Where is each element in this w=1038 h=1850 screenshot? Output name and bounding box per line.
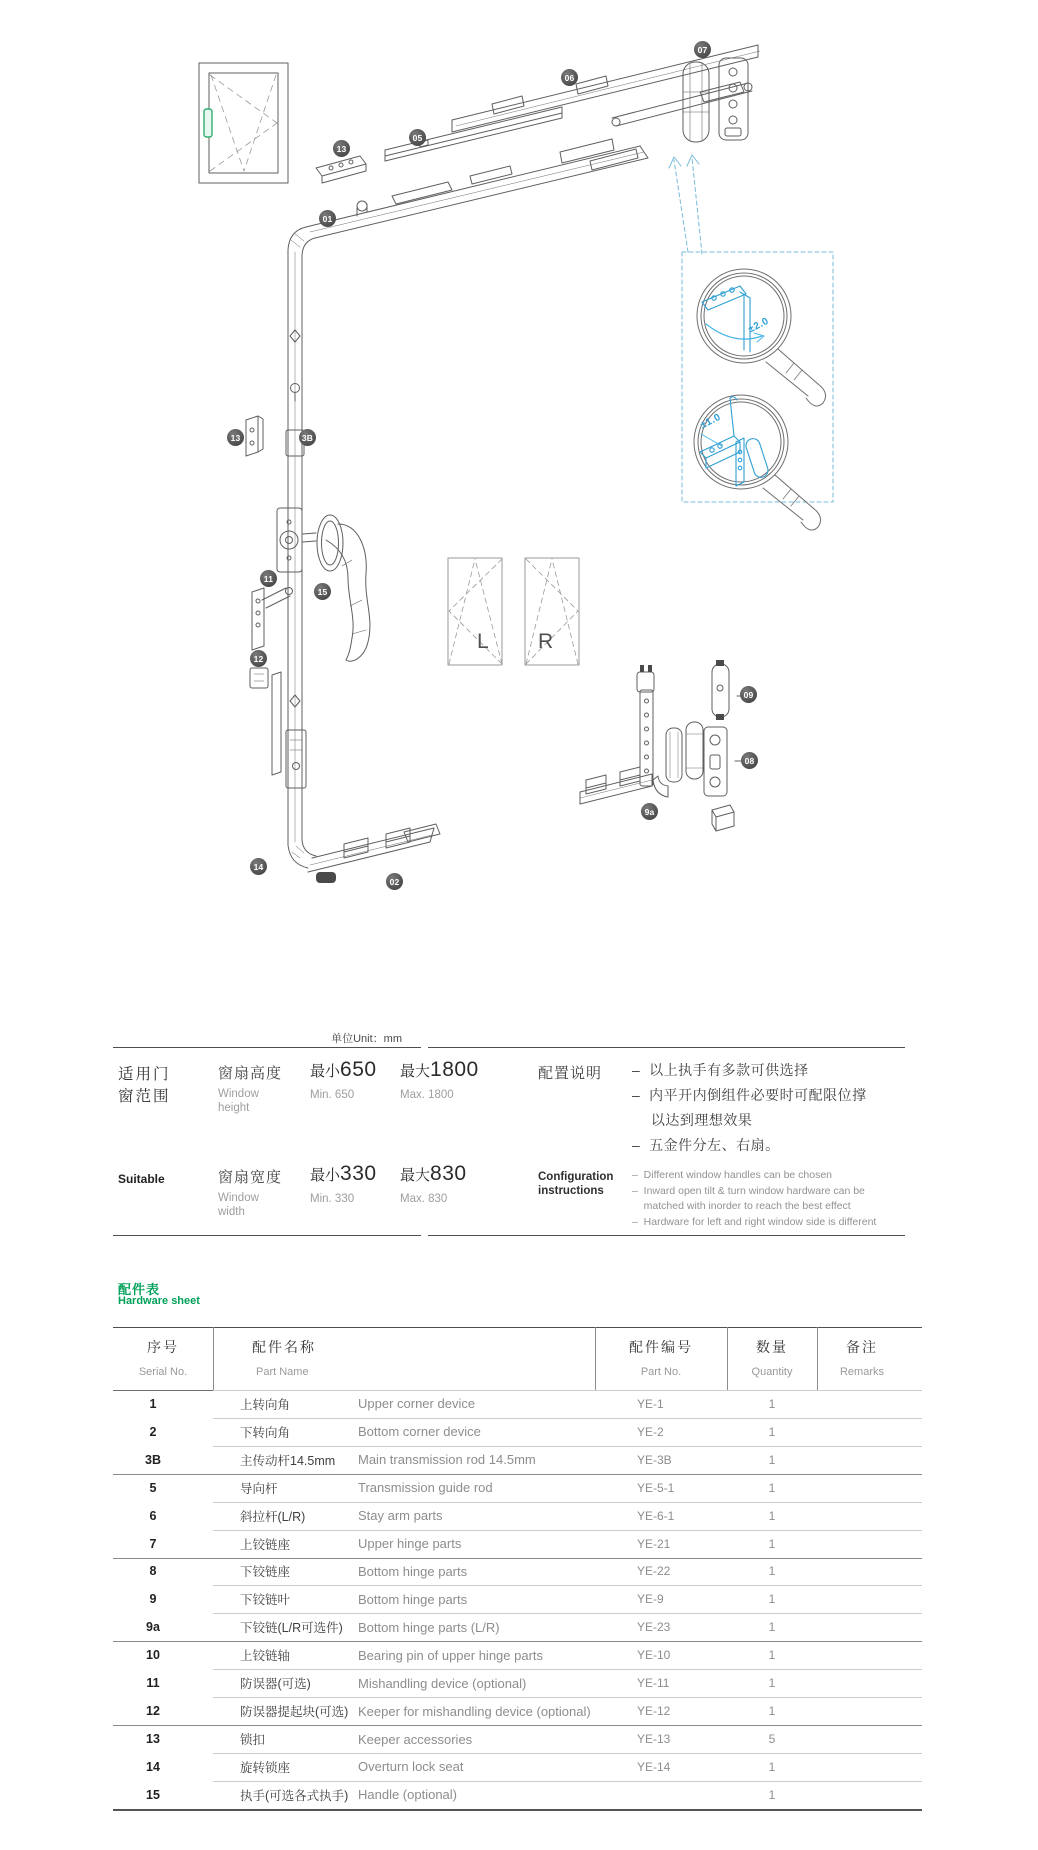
cell-part-no: YE-22 — [637, 1564, 671, 1579]
cell-name-cn: 旋转锁座 — [240, 1760, 291, 1775]
col-header-serial-cn: 序号 — [147, 1339, 179, 1355]
balloon: 14 — [250, 858, 267, 875]
col-header-partno-cn: 配件编号 — [629, 1339, 693, 1355]
spec-scope-cn-2: 窗范围 — [118, 1088, 171, 1105]
table-rule-top — [113, 1327, 922, 1328]
config-title-en-2: instructions — [538, 1185, 604, 1197]
cell-qty: 1 — [768, 1564, 776, 1579]
cell-serial: 15 — [146, 1787, 160, 1802]
spec-rule-bottom-left — [113, 1235, 421, 1236]
table-row — [113, 1641, 922, 1669]
table-row — [113, 1669, 922, 1697]
corner-device-drawing — [288, 227, 315, 255]
cell-part-no: YE-11 — [637, 1676, 670, 1691]
cell-name-en: Upper corner device — [358, 1396, 476, 1412]
spec-rule-bottom-right — [428, 1235, 905, 1236]
left-right-window-icons — [448, 558, 579, 665]
cell-name-cn: 下铰链(L/R可选件) — [240, 1621, 343, 1636]
table-row — [113, 1697, 922, 1725]
cell-name-cn: 锁扣 — [240, 1733, 266, 1748]
cell-name-cn: 导向杆 — [240, 1481, 278, 1496]
balloon: 02 — [386, 873, 403, 890]
cell-qty: 1 — [768, 1620, 776, 1635]
hardware-sheet-title-cn: 配件表 — [118, 1282, 161, 1297]
col-header-qty-en: Quantity — [751, 1366, 793, 1378]
spec-height-en-1: Window — [218, 1088, 259, 1100]
table-row — [113, 1390, 922, 1418]
balloon: 07 — [694, 41, 711, 58]
cell-qty: 5 — [768, 1732, 776, 1747]
vertical-drive-rod-drawing — [286, 250, 304, 845]
hardware-table-rows — [113, 1390, 922, 1809]
cell-qty: 1 — [768, 1676, 776, 1691]
cell-part-no: YE-6-1 — [637, 1508, 675, 1523]
unit-label: 单位Unit：mm — [331, 1033, 402, 1045]
magnifier-icon-top — [697, 269, 826, 406]
table-row — [113, 1781, 922, 1809]
header-divider — [727, 1327, 728, 1390]
cell-qty: 1 — [768, 1704, 776, 1719]
hardware-sheet-title-en: Hardware sheet — [118, 1295, 200, 1307]
config-cn-list — [632, 1058, 867, 1158]
cell-name-en: Bottom hinge parts — [358, 1563, 468, 1579]
cell-name-en: Transmission guide rod — [358, 1480, 493, 1496]
col-header-remarks-cn: 备注 — [846, 1339, 878, 1355]
table-row — [113, 1613, 922, 1641]
cell-serial: 7 — [149, 1536, 157, 1551]
spec-width-min-en: Min. 330 — [310, 1193, 355, 1205]
cell-name-en: Bottom hinge parts — [358, 1591, 468, 1607]
right-window-label: R — [538, 630, 554, 653]
cell-qty: 1 — [768, 1452, 776, 1467]
cell-name-en: Bearing pin of upper hinge parts — [358, 1647, 544, 1663]
balloon: 08 — [741, 752, 758, 769]
config-cn-item: – 以上执手有多款可供选择 — [632, 1062, 809, 1078]
cell-name-cn: 下转向角 — [240, 1425, 291, 1440]
spec-height-min-en: Min. 650 — [310, 1089, 355, 1101]
table-row — [113, 1530, 922, 1558]
table-row — [113, 1558, 922, 1586]
spec-width-max-en: Max. 830 — [400, 1193, 448, 1205]
balloon: 11 — [260, 570, 277, 587]
cell-name-cn: 下铰链叶 — [240, 1593, 291, 1608]
config-en-item: – Inward open tilt & turn window hardware can be — [632, 1184, 865, 1197]
cell-serial: 3B — [145, 1452, 161, 1467]
spec-width-en-2: width — [218, 1206, 245, 1218]
cell-part-no: YE-9 — [637, 1592, 664, 1607]
cell-qty: 1 — [768, 1480, 776, 1495]
cell-name-cn: 执手(可选各式执手) — [240, 1788, 349, 1803]
cell-name-en: Overturn lock seat — [358, 1759, 464, 1775]
balloon: 3B — [299, 429, 316, 446]
config-en-item: – Hardware for left and right window side is different — [632, 1215, 877, 1228]
cell-name-en: Mishandling device (optional) — [358, 1675, 527, 1691]
bottom-hinge-group-drawing — [580, 660, 742, 831]
stay-arm-drawing — [612, 82, 752, 126]
balloon: 13 — [333, 140, 350, 157]
config-en-list — [632, 1168, 876, 1230]
table-row — [113, 1753, 922, 1781]
cell-serial: 6 — [149, 1508, 157, 1523]
spec-rule-top-right — [428, 1047, 905, 1048]
tolerance-label-top: ±2.0 — [746, 315, 771, 336]
spec-width-min: 最小 330 — [310, 1162, 377, 1185]
cell-serial: 12 — [146, 1704, 160, 1719]
config-cn-item: – 内平开内倒组件必要时可配限位撑 — [632, 1087, 867, 1103]
tolerance-label-bottom: ±1.0 — [698, 411, 723, 432]
cell-name-en: Keeper for mishandling device (optional) — [358, 1703, 591, 1719]
col-header-partno-en: Part No. — [640, 1366, 682, 1378]
left-window-label: L — [477, 630, 489, 653]
cell-name-cn: 防误器(可选) — [240, 1677, 311, 1692]
mishandling-device-drawing — [250, 588, 293, 689]
spec-width-cn: 窗扇宽度 — [218, 1169, 283, 1186]
table-row — [113, 1446, 922, 1474]
spec-height-en-2: height — [218, 1102, 250, 1114]
cell-qty: 1 — [768, 1424, 776, 1439]
header-divider — [213, 1327, 214, 1390]
cell-qty: 1 — [768, 1508, 776, 1523]
col-header-remarks-en: Remarks — [839, 1366, 884, 1378]
spec-width-en-1: Window — [218, 1192, 259, 1204]
keeper-block-drawing — [316, 156, 366, 183]
balloon: 01 — [319, 210, 336, 227]
cell-serial: 11 — [146, 1676, 160, 1691]
config-title-en-1: Configuration — [538, 1171, 614, 1183]
header-divider — [817, 1327, 818, 1390]
spec-width-max: 最大 830 — [400, 1162, 467, 1185]
cell-qty: 1 — [768, 1536, 776, 1551]
cell-name-en: Main transmission rod 14.5mm — [358, 1452, 536, 1468]
cell-serial: 14 — [146, 1759, 160, 1774]
cell-part-no: YE-21 — [637, 1536, 671, 1551]
cell-part-no: YE-2 — [637, 1424, 664, 1439]
cell-serial: 5 — [149, 1480, 157, 1495]
cell-serial: 1 — [149, 1396, 157, 1411]
balloon: 13 — [227, 429, 244, 446]
cell-name-en: Bottom corner device — [358, 1424, 481, 1440]
cell-part-no: YE-12 — [637, 1704, 671, 1719]
cell-serial: 8 — [149, 1564, 157, 1579]
balloon: 12 — [250, 650, 267, 667]
spec-height-min: 最小 650 — [310, 1058, 377, 1081]
cell-name-en: Upper hinge parts — [358, 1536, 462, 1552]
cell-name-en: Stay arm parts — [358, 1508, 443, 1524]
cell-name-cn: 上转向角 — [240, 1397, 291, 1412]
cell-name-en: Keeper accessories — [358, 1731, 473, 1747]
cell-name-cn: 上铰链轴 — [240, 1649, 291, 1664]
spec-height-max: 最大 1800 — [400, 1058, 479, 1081]
cell-part-no: YE-1 — [637, 1396, 664, 1411]
config-cn-item: 以达到理想效果 — [632, 1112, 753, 1128]
cell-name-cn: 下铰链座 — [240, 1565, 291, 1580]
keeper-mid-drawing — [246, 416, 263, 456]
cell-part-no: YE-14 — [637, 1759, 671, 1774]
config-en-item: – Different window handles can be chosen — [632, 1169, 833, 1181]
cell-serial: 9 — [149, 1592, 157, 1607]
cell-qty: 1 — [768, 1759, 776, 1774]
cell-serial: 10 — [146, 1648, 160, 1663]
balloon: 15 — [314, 583, 331, 600]
config-cn-item: – 五金件分左、右扇。 — [632, 1137, 780, 1153]
spec-rule-top-left — [113, 1047, 421, 1048]
top-transmission-bar-drawing — [306, 139, 648, 238]
cell-name-en: Handle (optional) — [358, 1787, 458, 1803]
balloon: 06 — [561, 69, 578, 86]
cell-name-cn: 上铰链座 — [240, 1537, 291, 1552]
spec-scope-cn-1: 适用门 — [118, 1066, 171, 1083]
cell-qty: 1 — [768, 1592, 776, 1607]
table-row — [113, 1585, 922, 1613]
cell-part-no: YE-3B — [637, 1452, 672, 1467]
balloon: 9a — [641, 803, 658, 820]
cell-serial: 13 — [146, 1732, 160, 1747]
spec-scope-en: Suitable — [118, 1172, 165, 1186]
cell-part-no: YE-10 — [637, 1648, 671, 1663]
col-header-serial-en: Serial No. — [138, 1366, 188, 1378]
table-row — [113, 1502, 922, 1530]
table-row — [113, 1418, 922, 1446]
cell-name-en: Bottom hinge parts (L/R) — [358, 1619, 500, 1635]
balloon: 09 — [740, 686, 757, 703]
col-header-name-en: Part Name — [256, 1366, 309, 1378]
spec-height-max-en: Max. 1800 — [400, 1089, 454, 1101]
col-header-name-cn: 配件名称 — [252, 1339, 316, 1355]
cell-serial: 2 — [149, 1424, 157, 1439]
table-row — [113, 1725, 922, 1753]
spec-height-cn: 窗扇高度 — [218, 1065, 283, 1082]
balloon: 05 — [409, 129, 426, 146]
header-divider — [595, 1327, 596, 1390]
cell-name-cn: 主传动杆14.5mm — [240, 1453, 336, 1468]
table-row — [113, 1474, 922, 1502]
green-handle-icon — [204, 109, 212, 137]
cell-serial: 9a — [146, 1620, 160, 1635]
config-en-item: matched with inorder to reach the best effect — [632, 1200, 851, 1212]
window-schematic-icon — [199, 63, 288, 183]
cell-name-cn: 防误器提起块(可选) — [240, 1705, 349, 1720]
cell-qty: 1 — [768, 1648, 776, 1663]
config-title-cn: 配置说明 — [538, 1065, 603, 1082]
cell-part-no: YE-13 — [637, 1732, 671, 1747]
cell-part-no: YE-5-1 — [637, 1480, 675, 1495]
col-header-qty-cn: 数量 — [756, 1339, 788, 1355]
cell-qty: 1 — [768, 1396, 776, 1411]
cell-qty: 1 — [768, 1787, 776, 1802]
cell-name-cn: 斜拉杆(L/R) — [240, 1509, 306, 1524]
table-rule-bottom — [113, 1809, 922, 1811]
cell-part-no: YE-23 — [637, 1620, 671, 1635]
